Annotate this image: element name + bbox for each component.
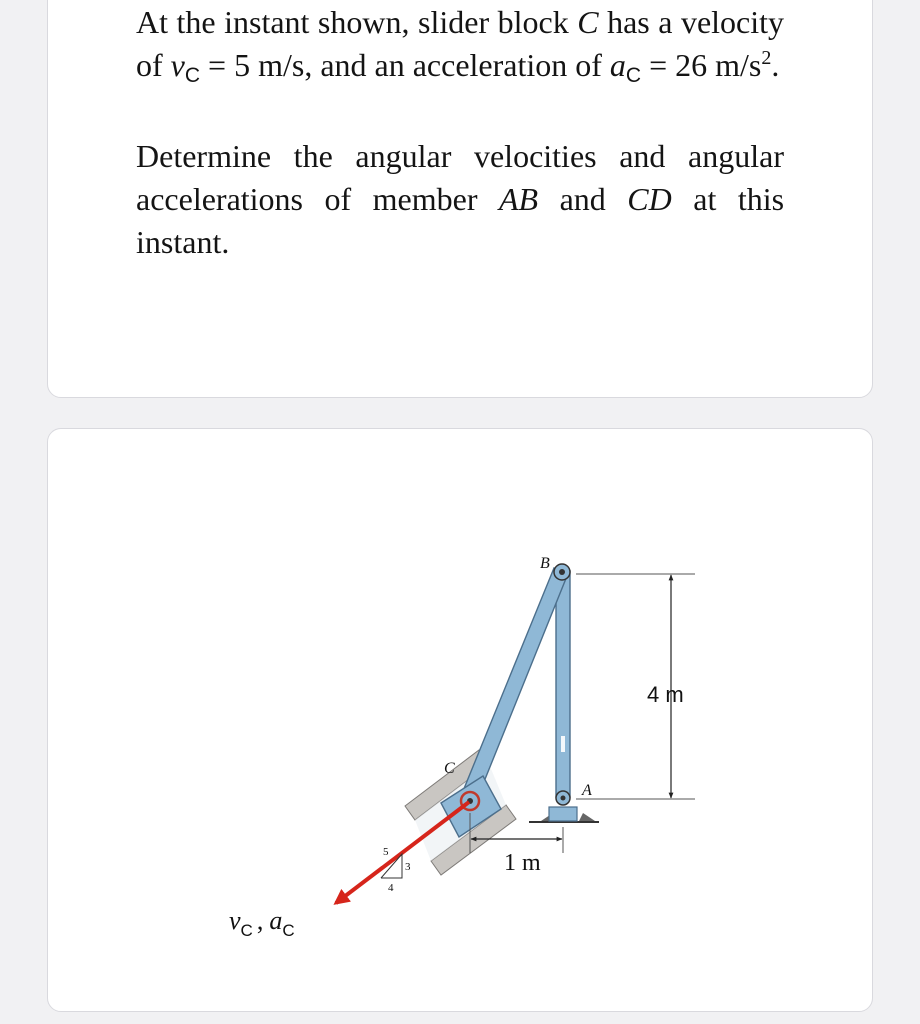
question-paragraph bbox=[136, 135, 784, 264]
mechanism-figure bbox=[48, 429, 874, 1013]
label-velocity-accel bbox=[229, 906, 295, 940]
label-vel-sep: , bbox=[256, 906, 264, 935]
label-point-a: A bbox=[582, 782, 592, 799]
given-end: . bbox=[771, 47, 780, 83]
label-width: 1 m bbox=[504, 850, 541, 876]
member-cb bbox=[461, 568, 567, 804]
figure-card bbox=[47, 428, 873, 1012]
given-mid: has a velocity of bbox=[136, 4, 785, 83]
member-cd-label: CD bbox=[627, 181, 672, 217]
ground-support-a bbox=[529, 807, 599, 822]
label-point-c: C bbox=[444, 760, 455, 777]
question-and: and bbox=[559, 181, 606, 217]
problem-statement bbox=[136, 1, 784, 264]
v-symbol: v bbox=[170, 47, 185, 83]
a-value: = 26 m/s bbox=[649, 47, 762, 83]
v-value: = 5 m/s, and an acceleration of bbox=[208, 47, 602, 83]
block-label: C bbox=[577, 4, 599, 40]
given-intro: At the instant shown, slider block bbox=[136, 4, 569, 40]
a-symbol: a bbox=[609, 47, 626, 83]
label-vel-v: v bbox=[229, 906, 241, 935]
label-vel-a: a bbox=[269, 906, 283, 935]
label-vel-a-sub: C bbox=[282, 921, 295, 940]
member-ab-label: AB bbox=[498, 181, 539, 217]
label-vel-v-sub: C bbox=[240, 921, 253, 940]
label-slope-rise: 3 bbox=[405, 861, 411, 873]
label-height: 4 m bbox=[647, 682, 684, 707]
a-subscript: C bbox=[625, 64, 642, 87]
question-part1: Determine the angular velocities and angular accelerations of member bbox=[136, 138, 784, 217]
member-ab bbox=[556, 571, 570, 797]
problem-card bbox=[47, 0, 873, 398]
question-part2: at this instant. bbox=[136, 181, 785, 260]
a-superscript: 2 bbox=[761, 47, 772, 69]
label-slope-hyp: 5 bbox=[383, 846, 389, 858]
pin-a-center bbox=[561, 796, 566, 801]
pin-b-center bbox=[559, 569, 565, 575]
given-paragraph bbox=[136, 1, 784, 92]
label-slope-run: 4 bbox=[388, 882, 394, 894]
v-subscript: C bbox=[184, 64, 201, 87]
label-point-b: B bbox=[540, 555, 550, 572]
